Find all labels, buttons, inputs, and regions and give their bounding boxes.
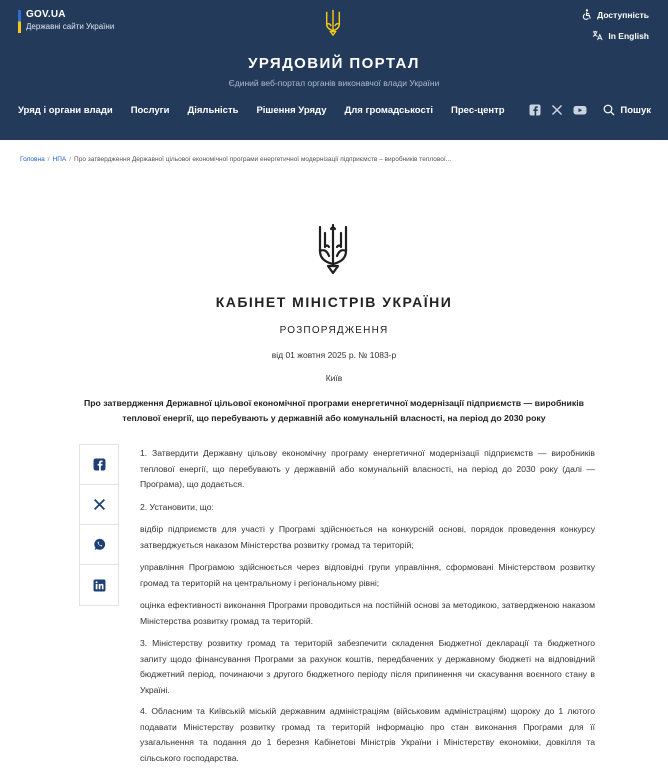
translate-icon xyxy=(592,30,603,41)
document-date-number: від 01 жовтня 2025 р. № 1083-р xyxy=(271,350,397,360)
accessibility-button[interactable] xyxy=(581,9,649,20)
breadcrumb-npa[interactable]: НПА xyxy=(52,156,67,163)
breadcrumb-separator: / xyxy=(47,156,50,163)
trident-logo-icon[interactable] xyxy=(324,9,342,36)
document-paragraph: 3. Міністерству розвитку громад та територій забезпечити складення Бюджетної декларації та бюджетного запиту щодо фінансування Програми за рахунок коштів, передбачених у державному бюджеті на відповідний бюджетний період, починаючи з другого бюджетного періоду після припинення чи скасування воєнного стану в Україні. xyxy=(140,638,595,695)
nav-item-press[interactable]: Прес-центр xyxy=(451,105,505,116)
breadcrumb-separator: / xyxy=(69,156,72,163)
document-organization: КАБІНЕТ МІНІСТРІВ УКРАЇНИ xyxy=(215,294,453,310)
x-icon[interactable] xyxy=(551,104,563,116)
gov-ua-name: GOV.UA xyxy=(26,9,66,20)
gov-ua-logo[interactable] xyxy=(18,9,114,33)
facebook-icon[interactable] xyxy=(529,104,541,116)
search-label: Пошук xyxy=(620,104,651,116)
search-icon xyxy=(603,104,615,116)
nav-item-decisions[interactable]: Рішення Уряду xyxy=(256,105,327,116)
share-x-button[interactable] xyxy=(80,485,118,525)
document-paragraph: 2. Установити, що: xyxy=(140,502,214,512)
share-linkedin-button[interactable] xyxy=(80,565,118,605)
gov-ua-subtitle: Державні сайти України xyxy=(26,22,115,31)
youtube-icon[interactable] xyxy=(573,104,587,116)
facebook-icon xyxy=(93,458,106,471)
document-paragraph: 4. Обласним та Київській міській державним адміністраціям (військовим адміністраціям) щороку до 1 лютого подавати Міністерству розвитку громад та територій інформацію про стан виконання Програми для її узагальнення та подання до 1 березня Кабінетові Міністрів України і Міністерству економіки, довкілля та сільського господарства. xyxy=(140,706,595,763)
share-whatsapp-button[interactable] xyxy=(80,525,118,565)
document-city: Київ xyxy=(325,373,343,383)
share-facebook-button[interactable] xyxy=(80,445,118,485)
share-panel xyxy=(79,444,119,606)
main-nav xyxy=(18,105,505,116)
x-icon xyxy=(93,498,106,511)
nav-item-public[interactable]: Для громадськості xyxy=(344,105,434,116)
nav-item-services[interactable]: Послуги xyxy=(130,105,170,116)
nav-item-government[interactable]: Уряд і органи влади xyxy=(18,105,113,116)
accessibility-label: Доступність xyxy=(597,9,649,20)
english-button[interactable] xyxy=(592,30,649,41)
linkedin-icon xyxy=(93,579,106,592)
breadcrumb xyxy=(20,156,451,163)
document-paragraph: оцінка ефективності виконання Програми проводиться на постійній основі за методикою, затвердженою наказом Міністерства розвитку громад та територій. xyxy=(140,600,595,626)
coat-of-arms-icon xyxy=(316,223,350,275)
document-paragraph: управління Програмою здійснюється через відповідні групи управління, сформовані Міністерством розвитку громад та територій на центральному і регіональному рівні; xyxy=(140,562,595,588)
breadcrumb-home[interactable]: Головна xyxy=(20,156,45,163)
search-button[interactable] xyxy=(603,104,651,116)
site-header xyxy=(0,0,668,140)
document-paragraph: відбір підприємств для участі у Програмі здійснюється на конкурсній основі, порядок проведення конкурсу затверджується наказом Міністерства розвитку громад та територій; xyxy=(140,524,595,550)
document-paragraph: 1. Затвердити Державну цільову економічну програму енергетичної модернізації підприємств — виробників теплової енергії, що перебувають у державній або комунальній власності, на період до 2030 року (далі — Програма), що додається. xyxy=(140,448,595,489)
nav-item-activity[interactable]: Діяльність xyxy=(187,105,239,116)
accessibility-icon xyxy=(581,9,592,20)
english-label: In English xyxy=(608,30,649,41)
breadcrumb-current: Про затвердження Державної цільової економічної програми енергетичної модернізації підприємств – виробників теплової... xyxy=(74,156,452,163)
document-type: РОЗПОРЯДЖЕННЯ xyxy=(279,325,389,336)
portal-subtitle: Єдиний веб-портал органів виконавчої влади України xyxy=(228,78,440,88)
gov-ua-flag-icon xyxy=(18,10,21,33)
document-title: Про затвердження Державної цільової економічної програми енергетичної модернізації підприємств — виробників теплової енергії, що перебувають у державній або комунальній власності, на період до 2030 року xyxy=(84,398,584,423)
whatsapp-icon xyxy=(93,538,106,551)
portal-title[interactable]: УРЯДОВИЙ ПОРТАЛ xyxy=(248,55,420,72)
